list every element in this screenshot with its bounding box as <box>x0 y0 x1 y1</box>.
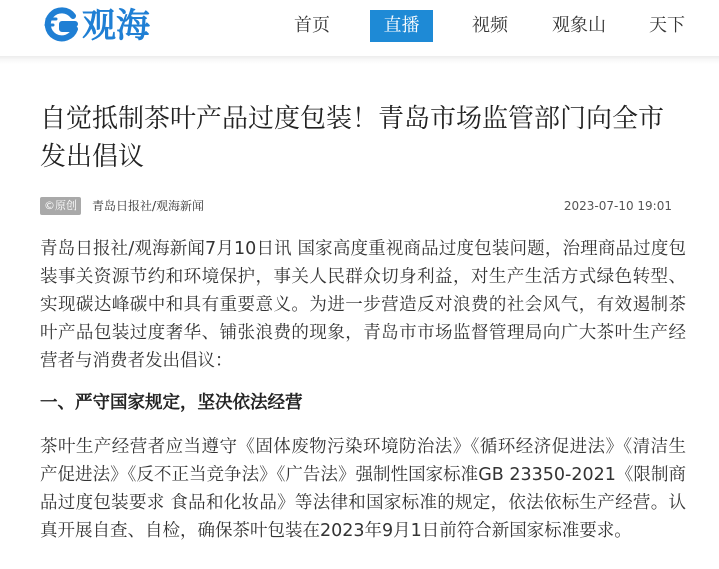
nav-item-world[interactable]: 天下 <box>649 15 685 36</box>
site-logo[interactable] <box>42 6 150 46</box>
nav-item-live[interactable]: 直播 <box>370 10 433 42</box>
original-badge: ©原创 <box>40 197 81 215</box>
article-paragraph: 青岛日报社/观海新闻7月10日讯 国家高度重视商品过度包装问题，治理商品过度包装事关资源节约和环境保护，事关人民群众切身利益，对生产生活方式绿色转型、实现碳达峰碳中和具有重要意义。为进一步营造反对浪费的社会风气，有效遏制茶叶产品包装过度奢华、铺张浪费的现象，青岛市市场监督管理局向广大茶叶生产经营者与消费者发出倡议： <box>40 239 686 371</box>
publish-time: 2023-07-10 19:01 <box>563 199 672 213</box>
article-meta <box>40 197 672 217</box>
section-heading: 一、严守国家规定，坚决依法经营 <box>40 393 303 413</box>
article-source[interactable]: 青岛日报社/观海新闻 <box>92 199 205 213</box>
top-navigation-bar <box>0 0 719 56</box>
nav-item-video[interactable]: 视频 <box>472 15 508 36</box>
logo-text: 观海 <box>82 6 150 46</box>
nav-item-guanxiangshan[interactable]: 观象山 <box>552 15 606 36</box>
header-divider <box>0 56 719 64</box>
article-title: 自觉抵制茶叶产品过度包装！青岛市场监管部门向全市发出倡议 <box>40 104 665 172</box>
nav-item-home[interactable]: 首页 <box>294 15 330 36</box>
guanhai-g-logo-icon <box>42 7 80 45</box>
article-paragraph: 茶叶生产经营者应当遵守《固体废物污染环境防治法》《循环经济促进法》《清洁生产促进法》《反不正当竞争法》《广告法》强制性国家标准GB 23350-2021《限制商品过度包装要求 食品和化妆品》等法律和国家标准的规定，依法依标生产经营。认真开展自查、自检，确保茶叶包装在2023年9月1日前符合新国家标准要求。 <box>40 437 686 541</box>
